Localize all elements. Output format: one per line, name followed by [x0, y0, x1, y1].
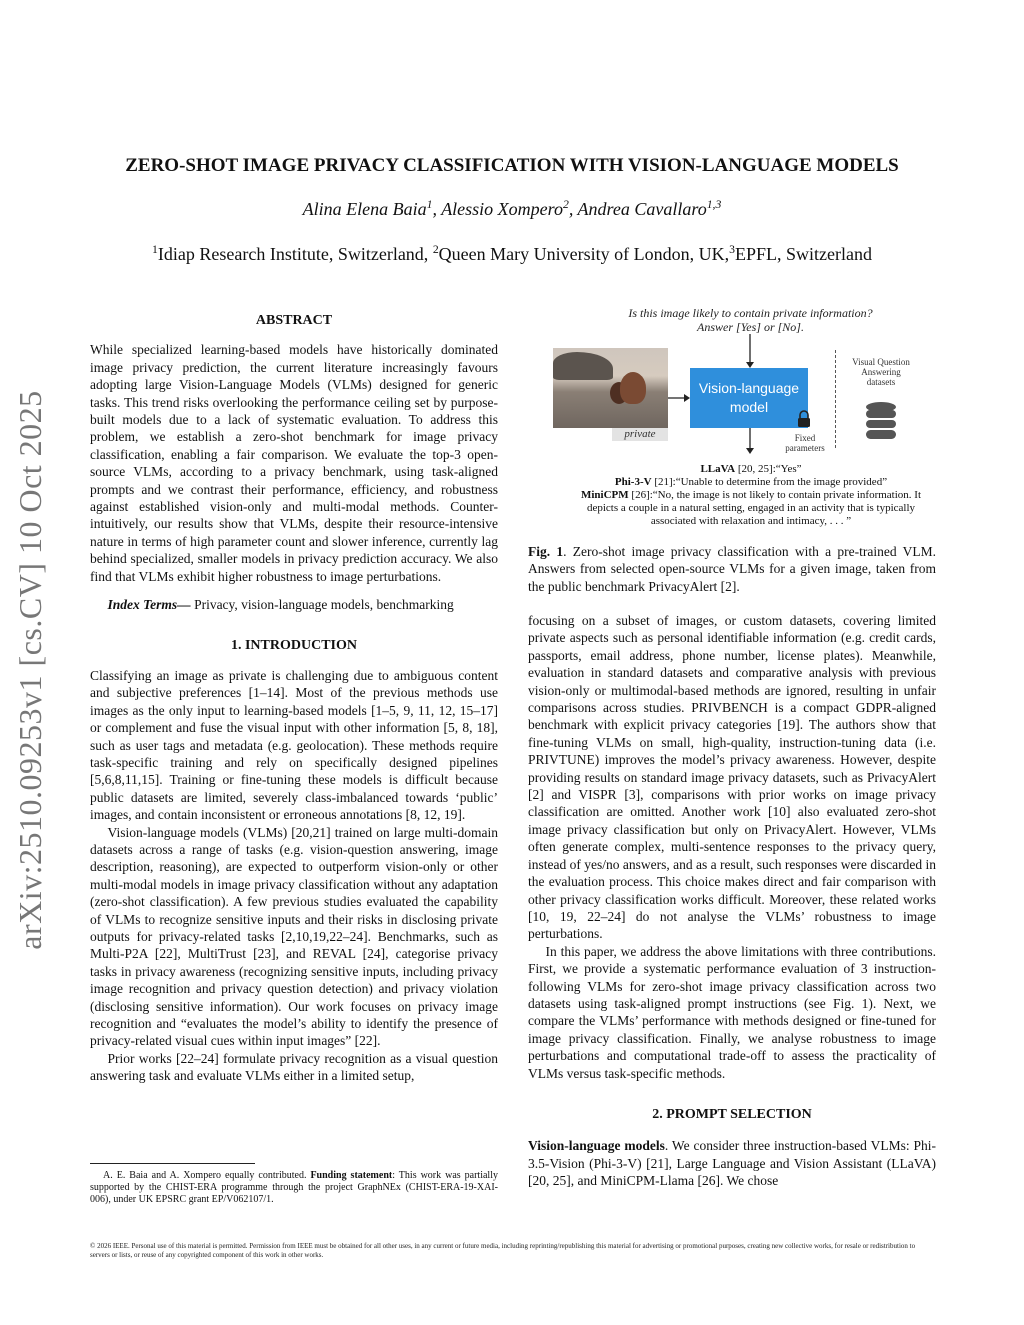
- left-column: [90, 312, 498, 1085]
- paragraph: In this paper, we address the above limitations with three contributions. First, we provide a systematic performance evaluation of 3 instruction-following VLMs for zero-shot image privacy classification across two datasets using task-aligned prompt instructions (see Fig. 1). Next, we compare the VLMs’ performance with methods designed or fine-tuned for image privacy classification. Finally, we analyse robustness to image perturbations and computational trade-off to assess the practicality of VLMs versus task-specific methods.: [528, 943, 936, 1081]
- paragraph: [528, 1137, 936, 1189]
- figure-divider: [835, 350, 836, 448]
- section-heading-introduction: 1. INTRODUCTION: [230, 637, 357, 653]
- affiliation-mark: 2: [432, 243, 439, 256]
- model-name: LLaVA: [700, 463, 736, 475]
- answer-minicpm: [556, 489, 946, 528]
- affiliations: [0, 243, 1024, 265]
- question-line: Answer [Yes] or [No].: [697, 320, 804, 334]
- affiliation-mark: 1,3: [706, 198, 722, 211]
- paragraph-text: . We consider three instruction-based VLMs: Phi-3.5-Vision (Phi-3-V) [21], Large Language and Vision Assistant (LLaVA) [20, 25], and MiniCPM-Llama [26]. We chose: [528, 1138, 936, 1189]
- paragraph: focusing on a subset of images, or custom datasets, covering limited private aspects such as personal identifiable information (e.g. credit cards, passports, email address, phone number, license plates). Meanwhile, evaluation in standard datasets and comparative analysis with previous vision-only or multimodal-based methods are ignored, resulting in unfair comparisons across studies. PRIVBENCH is a compact GDPR-aligned benchmark with explicit privacy categories [19]. The authors show that fine-tuning VLMs on small, high-quality, instruction-tuning data (i.e. PRIVTUNE) improves the model’s privacy awareness. However, despite providing results on standard image privacy datasets, such as PrivacyAlert [2] and VISPR [3], comparisons with prior works on image privacy classification are omitted. Another work [10] also evaluated zero-shot image privacy classification but only on PrivacyAlert. However, VLMs often generate complex, multi-sentence responses to the privacy query, instead of yes/no answers, and as a result, such responses were discarded in the evaluation process. This choice makes direct and fair comparison with other privacy classification works difficult. Moreover, these related works [10, 19, 22–24] do not analyse the VLMs’ robustness to image perturbations.: [528, 613, 936, 942]
- paragraph: Vision-language models (VLMs) [20,21] trained on large multi-domain datasets across a range of tasks (e.g. vision-question answering, image description, reasoning), are expected to outperform vision-only or other multi-modal models in image privacy classification without any adaptation (zero-shot classification). A few previous studies evaluated the capability of VLMs to recognize sensitive inputs and their risks in disclosing private outputs for privacy-related tasks [2,10,19,22–24]. Benchmarks, such as Multi-P2A [22], MultiTrust [23], and REVAL [24], categorise privacy tasks in privacy awareness (recognizing sensitive inputs, including privacy image recognition and privacy question detection) and privacy violation (disclosing sensitive information). Our work focuses on privacy image recognition and “evaluates the model’s ability to identify the presence of privacy-related visual cues within input images” [22].: [90, 824, 498, 1049]
- index-terms-text: Privacy, vision-language models, benchmarking: [190, 597, 454, 613]
- affiliation-mark: 3: [729, 243, 735, 256]
- affiliation-mark: 1: [152, 243, 158, 256]
- label-line: Visual Question: [852, 357, 910, 367]
- answer-llava: [556, 463, 946, 476]
- section-heading-prompt-selection: 2. PROMPT SELECTION: [652, 1106, 812, 1122]
- affiliation-mark: 1: [426, 198, 433, 211]
- label-line: Answering: [861, 367, 901, 377]
- footnote-divider: [90, 1163, 255, 1164]
- vqa-datasets-label: [846, 357, 916, 387]
- answer-text: [21]:“Unable to determine from the image provided”: [651, 476, 888, 488]
- funding-label: Funding statement: [310, 1170, 393, 1181]
- affiliation-mark: 2: [563, 198, 569, 211]
- fixed-parameters-label: [780, 433, 830, 453]
- author-name: Alina Elena Baia: [302, 199, 427, 219]
- label-line: datasets: [866, 377, 896, 387]
- footnote: [90, 1170, 498, 1206]
- author-list: Alina Elena Baia$^1$, Alessio Xompero$^2$, Andrea Cavallaro$^{1,3}$: [302, 198, 722, 219]
- paper-title: ZERO-SHOT IMAGE PRIVACY CLASSIFICATION WITH VISION-LANGUAGE MODELS: [125, 155, 899, 176]
- photo-person: [620, 372, 646, 404]
- arxiv-identifier: arXiv:2510.09253v1 [cs.CV] 10 Oct 2025: [12, 390, 48, 950]
- author-name: Alessio Xompero: [441, 199, 564, 219]
- answer-text: [20, 25]:“Yes”: [735, 463, 802, 475]
- right-column: [528, 612, 936, 1190]
- answer-phi3v: [556, 476, 946, 489]
- paragraph: Prior works [22–24] formulate privacy recognition as a visual question answering task and evaluate VLMs either in a limited setup,: [90, 1050, 498, 1084]
- affiliation: EPFL, Switzerland: [734, 244, 872, 264]
- index-terms: [90, 596, 498, 613]
- model-name: Phi-3-V: [614, 476, 652, 488]
- abstract-heading: ABSTRACT: [255, 313, 333, 328]
- figure-caption: [528, 543, 936, 595]
- index-terms-label: Index Terms—: [107, 597, 191, 613]
- model-label: model: [729, 399, 769, 415]
- database-icon: [864, 401, 898, 443]
- label-line: parameters: [785, 443, 825, 453]
- affiliation: Queen Mary University of London, UK,: [438, 244, 730, 264]
- abstract-text: While specialized learning-based models have historically dominated image privacy prediction, the current literature increasingly favours adopting large Vision-Language Models (VLMs) designed for generic tasks. This trend risks overlooking the performance ceiling set by purpose-built models due to a lack of systematic evaluation. To address this problem, we establish a zero-shot benchmark for image privacy classification, enabling a fair comparison. We evaluate the top-3 open-source VLMs, according to a privacy benchmark, using task-aligned prompts and we contrast their performance, efficiency, and robustness against established vision-only and multi-modal methods. Counter-intuitively, our results show that VLMs, despite their resource-intensive nature in terms of high parameter count and slower inference, currently lag behind specialized, smaller models in privacy prediction accuracy. We also find that VLMs exhibit higher robustness to image perturbations.: [90, 342, 498, 584]
- image-label: private: [612, 428, 668, 441]
- copyright-notice: © 2026 IEEE. Personal use of this material is permitted. Permission from IEEE must be obtained for all other uses, in any current or future media, including reprinting/republishing this material for advertising or promotional purposes, creating new collective works, for resale or redistribution to servers or lists, or reuse of any copyrighted component of this work in other works.: [90, 1242, 916, 1259]
- caption-label: Fig. 1: [528, 544, 564, 559]
- author-name: Andrea Cavallaro: [577, 199, 707, 219]
- footnote-text: A. E. Baia and A. Xompero equally contributed.: [103, 1170, 311, 1181]
- affiliation: Idiap Research Institute, Switzerland,: [157, 244, 433, 264]
- footnote-text: : This work was partially supported by the CHIST-ERA programme through the project GraphNEx (CHIST-ERA-19-XAI-006), under UK EPSRC grant EP/V062107/1.: [90, 1170, 498, 1205]
- label-line: Fixed: [794, 433, 816, 443]
- paragraph-label: Vision-language models: [528, 1138, 665, 1154]
- answer-text: [26]:“No, the image is not likely to contain private information. It depicts a couple in a natural setting, engaged in an activity that is typically associated with relaxation and intimacy, . . . ”: [586, 489, 921, 527]
- lock-icon: [797, 410, 811, 428]
- model-name: MiniCPM: [580, 489, 629, 501]
- vlm-box: [690, 368, 808, 428]
- caption-text: . Zero-shot image privacy classification with a pre-trained VLM. Answers from selected open-source VLMs for a given image, taken from the public benchmark PrivacyAlert [2].: [528, 544, 936, 594]
- question-line: Is this image likely to contain private information?: [628, 306, 873, 320]
- vlm-answers: [556, 463, 946, 528]
- model-label: Vision-language: [698, 380, 800, 396]
- paragraph: Classifying an image as private is challenging due to ambiguous content and subjective preferences [1–14]. Most of the previous methods use images as the only input to learning-based models [1–5, 9, 11, 12, 15–17] or complement and fuse the visual input with other information [5, 8, 18], such as user tags and metadata (e.g. geolocation). These methods require task-specific training and rely on specifically designed pipelines [5,6,8,11,15]. Training or fine-tuning these models is difficult because public datasets are limited, severely class-imbalanced towards ‘public’ images, and contain inconsistent or erroneous annotations [8, 12, 19].: [90, 667, 498, 823]
